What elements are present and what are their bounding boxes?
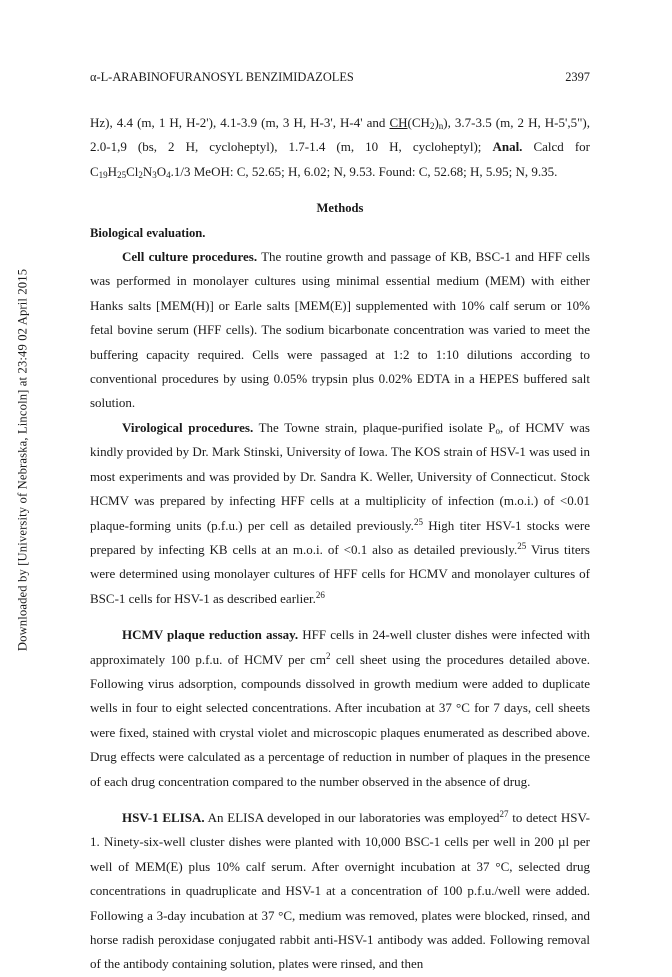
reference-marker: 26 bbox=[315, 589, 325, 600]
download-watermark-text: Downloaded by [University of Nebraska, Lincoln] at 23:49 02 April 2015 bbox=[15, 268, 30, 652]
page-number: 2397 bbox=[565, 70, 590, 84]
elisa-title: HSV-1 ELISA. bbox=[122, 809, 205, 825]
reference-marker: 27 bbox=[499, 808, 509, 819]
molecular-formula: $C_{19}H_{25}Cl_2N_3O_4$ bbox=[90, 163, 171, 180]
virological-paragraph: Virological procedures. The Towne strain, plaque-purified isolate $P_o$, of HCMV was kindly provided by Dr. Mark Stinski, University of Iowa. The KOS strain of HSV-1 was used in most experiments and was provided by Dr. Sandra K. Weller, University of Connecticut. Stock HCMV was prepared by infecting HFF cells at a multiplicity of infection (m.o.i.) of <0.01 plaque-forming units (p.f.u.) per cell as detailed previously.$^{25}$ High titer HSV-1 stocks were prepared by infecting KB cells at an m.o.i. of <0.1 also as detailed previously.$^{25}$ Virus titers were determined using monolayer cultures of HFF cells for HCMV and monolayer cultures of BSC-1 cells for HSV-1 as described earlier.$^{26}$ bbox=[90, 419, 590, 606]
page-body bbox=[90, 111, 590, 977]
page-header bbox=[90, 70, 590, 90]
biological-evaluation-heading: Biological evaluation. bbox=[90, 225, 206, 240]
download-watermark bbox=[14, 230, 32, 690]
methods-heading: Methods bbox=[316, 201, 364, 216]
elisa-paragraph: HSV-1 ELISA. An ELISA developed in our laboratories was employed$^{27}$ to detect HSV-1. Ninety-six-well cluster dishes were planted with 10,000 BSC-1 cells per well in 200 µl per well of MEM(E) plus 10% calf serum. After overnight incubation at 37 °C, selected drug concentrations in quadruplicate and HSV-1 at a concentration of 100 p.f.u./well were added. Following a 3-day incubation at 37 °C, medium was removed, plates were blocked, rinsed, and horse radish peroxidase conjugated rabbit anti-HSV-1 antibody was added. Following removal of the antibody containing solution, plates were rinsed, and then bbox=[90, 808, 590, 972]
running-title: α-L-ARABINOFURANOSYL BENZIMIDAZOLES bbox=[90, 70, 354, 84]
reference-marker: 25 bbox=[517, 540, 527, 551]
plaque-reduction-title: HCMV plaque reduction assay. bbox=[122, 627, 299, 643]
analysis-paragraph: Hz), 4.4 (m, 1 H, H-2'), 4.1-3.9 (m, 3 H, H-3', H-4' and $CH(CH_2)_n$), 3.7-3.5 (m, 2 H, H-5',5"), 2.0-1,9 (bs, 2 H, cycloheptyl), 1.7-1.4 (m, 10 H, cycloheptyl); Anal. Calcd for $C_{19}H_{25}Cl_2N_3O_4.1/3$ MeOH: C, 52.65; H, 6.02; N, 9.53. Found: C, 52.68; H, 5.95; N, 9.35. bbox=[90, 115, 590, 180]
plaque-reduction-paragraph: HCMV plaque reduction assay. HFF cells in 24-well cluster dishes were infected with approximately 100 p.f.u. of HCMV per $cm^2$ cell sheet using the procedures detailed above. Following virus adsorption, compounds dissolved in growth medium were added to duplicate wells in four to eight selected concentrations. After incubation at 37 °C for 7 days, cell sheets were fixed, stained with crystal violet and microscopic plaques enumerated as described above. Drug effects were calculated as a percentage of reduction in number of plaques in the presence of each drug concentration compared to the number observed in the absence of drug. bbox=[90, 627, 591, 789]
cell-culture-paragraph: Cell culture procedures. The routine growth and passage of KB, BSC-1 and HFF cells was performed in monolayer cultures using minimal essential medium (MEM) with either Hanks salts [MEM(H)] or Earle salts [MEM(E)] supplemented with 10% calf serum or 10% fetal bovine serum (HFF cells). The sodium bicarbonate concentration was varied to meet the buffering capacity required. Cells were passaged at 1:2 to 1:10 dilutions according to conventional procedures by using 0.05% trypsin plus 0.02% EDTA in a HEPES buffered salt solution. bbox=[90, 249, 590, 411]
virological-title: Virological procedures. bbox=[122, 419, 254, 435]
anal-label: Anal. bbox=[492, 139, 523, 155]
cell-culture-title: Cell culture procedures. bbox=[122, 249, 258, 265]
reference-marker: 25 bbox=[413, 516, 423, 527]
